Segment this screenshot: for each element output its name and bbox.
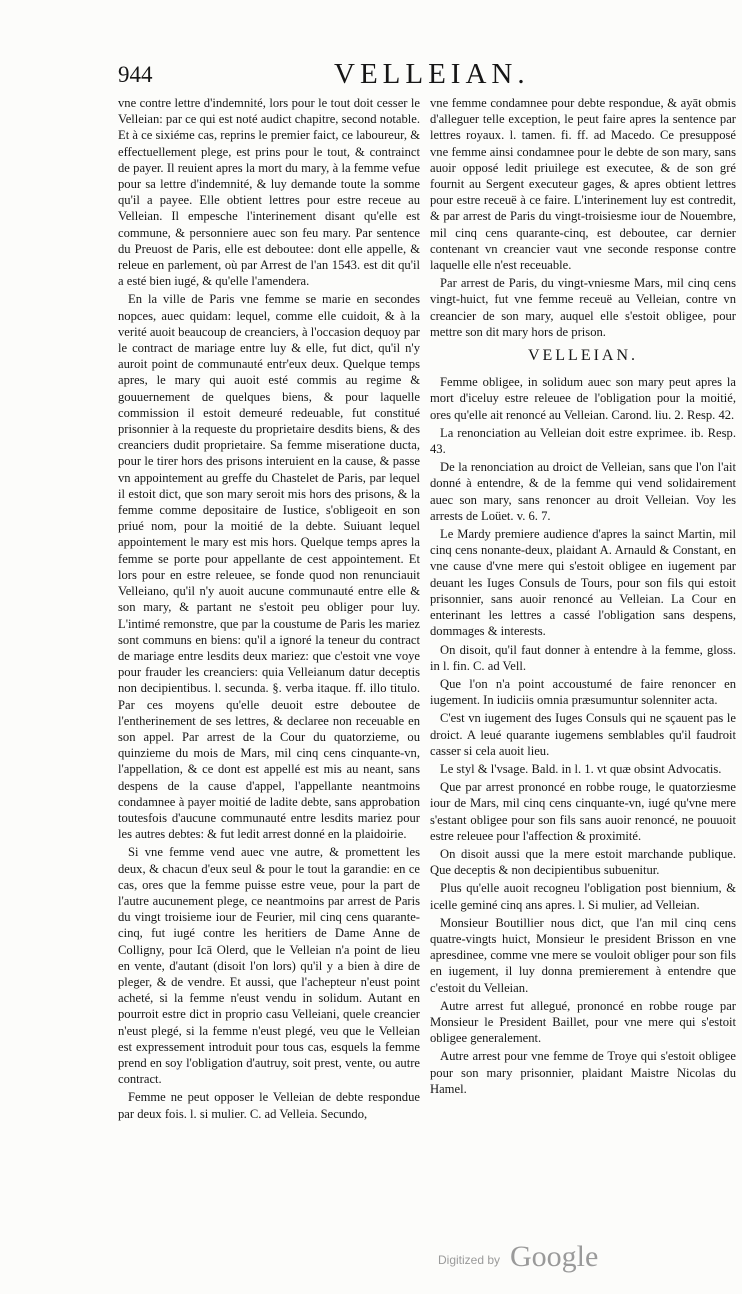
paragraph: Que l'on n'a point accoustumé de faire renoncer en iugement. In iudiciis omnia præsumuntur solenniter acta. bbox=[430, 676, 736, 708]
paragraph: On disoit aussi que la mere estoit marchande publique. Que deceptis & non decipientibus subuenitur. bbox=[430, 846, 736, 878]
paragraph: Si vne femme vend auec vne autre, & promettent les deux, & chacun d'eux seul & pour le tout la garandie: en ce cas, ores que la femme puisse estre veue, pour la part de l'autre aucunement plege, ce neantmoins par arrest de Paris du vingt troisieme iour de Feurier, mil cinq cens quarante-cinq, fut iugé contre les heritiers de Dame Anne de Colligny, pour Icā Olerd, que le Velleian n'a point de lieu en vente, d'autant (disoit l'on lors) qu'il y a bien à dire de pleger, & de vendre. Et aussi, que l'achepteur n'eust point acheté, si la femme n'eust vendu in solidum. Autant en pourroit estre dict in proprio casu Velleiani, quele creancier n'eust plegé, si la femme n'eust plegé, veu que le Velleian est expressement introduit pour tous cas, esquels la femme prend en soy l'obligation d'autruy, soit prest, vente, ou autre contract. bbox=[118, 845, 420, 1087]
paragraph: De la renonciation au droict de Velleian, sans que l'on l'ait donné à entendre, & de la femme qui vend solidairement auec son mary, sans renoncer au droit Velleian. Voy les arrests de Loüet. v. 6. 7. bbox=[430, 460, 736, 523]
digitized-by-label: Digitized by bbox=[438, 1253, 501, 1267]
paragraph: vne femme condamnee pour debte respondue, & ayāt obmis d'alleguer telle exception, le peut faire apres la sentence par lettres royaux. l. tamen. fi. ff. ad Macedo. Ce presupposé vne femme ainsi condamnee pour le debte de son mary, sans auoir opposé ledit priuilege est executee, & de son gré fournit au Sergent executeur gages, & apres obtient lettres pour estre receuë à ce faire. L'interinement luy est contredit, & par arrest de Paris du vingt-troisiesme iour de Nouembre, mil cinq cens quarante-cinq, est deboutee, car dernier contenant vn creancier vaut vne seconde response contre laquelle elle n'est receuable. bbox=[430, 96, 736, 273]
section-heading: VELLEIAN. bbox=[527, 347, 639, 365]
running-title: VELLEIAN. bbox=[334, 58, 530, 90]
right-column bbox=[430, 95, 736, 1097]
paragraph: Autre arrest fut allegué, prononcé en robbe rouge par Monsieur le President Baillet, pour vne mere qui s'estoit obligee generalement. bbox=[430, 998, 736, 1046]
paragraph: C'est vn iugement des Iuges Consuls qui ne sçauent pas le droict. A leué quarante iugemens semblables qu'il faudroit casser si cela auoit lieu. bbox=[430, 711, 736, 758]
paragraph: Par arrest de Paris, du vingt-vniesme Mars, mil cinq cens vingt-huict, fut vne femme receuë au Velleian, contre vn creancier de son mary, auquel elle s'estoit obligee, pour mettre son dit mary hors de prison. bbox=[430, 276, 736, 339]
paragraph: vne contre lettre d'indemnité, lors pour le tout doit cesser le Velleian: par ce qui est noté audict chapitre, second notable. Et à ce sixiéme cas, reprins le premier faict, ce laboureur, & effectuellement plege, est prins pour le tout, & contrainct de payer. Il reuient apres la mort du mary, à la femme vefue pour sa lettre d'indemnité, & luy demande toute la somme qu'il a payee. Elle obtient lettres pour estre receue au Velleian. Il empesche l'interinement disant qu'elle est commune, & personniere auec son feu mary. Par sentence du Preuost de Paris, elle est deboutee: dont elle appelle, & releue en parlement, où par Arrest de l'an 1543. est dit qu'il a esté bien iugé, & qu'elle l'amendera. bbox=[118, 96, 420, 289]
paragraph: Plus qu'elle auoit recogneu l'obligation post biennium, & icelle geminé cinq ans apres. l. Si mulier, ad Velleian. bbox=[430, 881, 736, 912]
paragraph: Autre arrest pour vne femme de Troye qui s'estoit obligee pour son mary prisonnier, plaidant Maistre Nicolas du Hamel. bbox=[430, 1049, 736, 1096]
paragraph: En la ville de Paris vne femme se marie en secondes nopces, auec quidam: lequel, comme elle cuidoit, & à la verité auoit beaucoup de creanciers, à l'occasion dequoy par le contract de mariage entre luy & elle, fut dict, qu'il n'y auroit point de communauté entr'eux deux. Quelque temps apres, le mary qui auoit esté commis au regime & gouuernement de quelques biens, & pour laquelle commission il estoit demeuré redeuable, fut constitué prisonnier à la requeste du proprietaire desdits biens, & des creanciers dudit proprietaire. Sa femme miseratione ducta, pour le tirer hors des prisons interuient en la cause, & passe vn appointement au greffe du Chastelet de Paris, par lequel il estoit dict, que son mary seroit mis hors des prisons, & la femme comme depositaire de Iustice, s'obligeoit en son priué nom, pour la moitié de la debte. Suiuant lequel appointement le mary est mis hors. Quelque temps apres la femme se porte pour appellante de cest appointement. Et lors pour en estre releuee, se fonde quod non renunciauit Velleiano, qu'il n'y auoit aucune communauté entre elle & son mary, & partant ne s'estoit peu obliger pour luy. L'intimé remonstre, que par la coustume de Paris les mariez sont communs en biens: qu'il a ignoré la teneur du contract de mariage entre lesdits deux mariez: que c'estoit vne voye pour frauder les creanciers: quia Velleianum datur deceptis non decipientibus. l. secunda. §. verba itaque. ff. illo titulo. Par ces moyens qu'elle deuoit estre deboutee de l'entherinement de ses lettres, & declaree non receuable en son appel. Par arrest de la Cour du quatorzieme, ou quinzieme du mois de Mars, mil cinq cens cinquante-vn, l'appellation, & ce dont est appellé est mis au neant, sans despens de la cause d'appel, l'appellante neantmoins condamnee à payer moitié de ladite debte, sans approbation toutesfois d'aucune communauté entre lesdits mariez pour les autres debtes: & fut ledit arrest donné en la plaidoirie. bbox=[118, 292, 420, 842]
paragraph: Le Mardy premiere audience d'apres la sainct Martin, mil cinq cens nonante-deux, plaidant A. Arnauld & Constant, en vne cause d'vne mere qui s'estoit obligee en iugement par deuant les Iuges Consuls de Tours, pour son fils qui estoit prisonnier, sans auoir renoncé au Velleian. La Cour en enterinant les lettres a cassé l'obligation sans despens, dommages & interests. bbox=[430, 527, 736, 639]
left-column bbox=[118, 95, 420, 1122]
paragraph: Femme obligee, in solidum auec son mary peut apres la mort d'iceluy estre releuee de l'obligation pour la moitié, ores qu'elle ait renoncé au Velleian. Carond. liu. 2. Resp. 42. bbox=[430, 375, 736, 422]
paragraph: Monsieur Boutillier nous dict, que l'an mil cinq cens quatre-vingts huict, Monsieur le president Brisson en vne apresdinee, comme vne mere se vouloit obliger pour son fils en iugement, il luy donna premierement à entendre que c'estoit du Velleian. bbox=[430, 915, 736, 995]
paragraph: On disoit, qu'il faut donner à entendre à la femme, gloss. in l. fin. C. ad Vell. bbox=[430, 642, 736, 673]
paragraph: Que par arrest prononcé en robbe rouge, le quatorziesme iour de Mars, mil cinq cens cinquante-vn, iugé qu'vne mere s'estant obligee pour son fils sans auoir renoncé, ne pouuoit estre releuee pour l'affection & proximité. bbox=[430, 780, 736, 843]
digitization-watermark bbox=[438, 1240, 638, 1280]
paragraph: La renonciation au Velleian doit estre exprimee. ib. Resp. 43. bbox=[430, 425, 736, 457]
page-number: 944 bbox=[118, 62, 153, 87]
paragraph: Le styl & l'vsage. Bald. in l. 1. vt quæ obsint Advocatis. bbox=[440, 761, 722, 776]
paragraph: Femme ne peut opposer le Velleian de debte respondue par deux fois. l. si mulier. C. ad Velleia. Secundo, bbox=[118, 1090, 420, 1121]
google-logo: Google bbox=[510, 1240, 599, 1273]
page-header bbox=[118, 56, 738, 96]
